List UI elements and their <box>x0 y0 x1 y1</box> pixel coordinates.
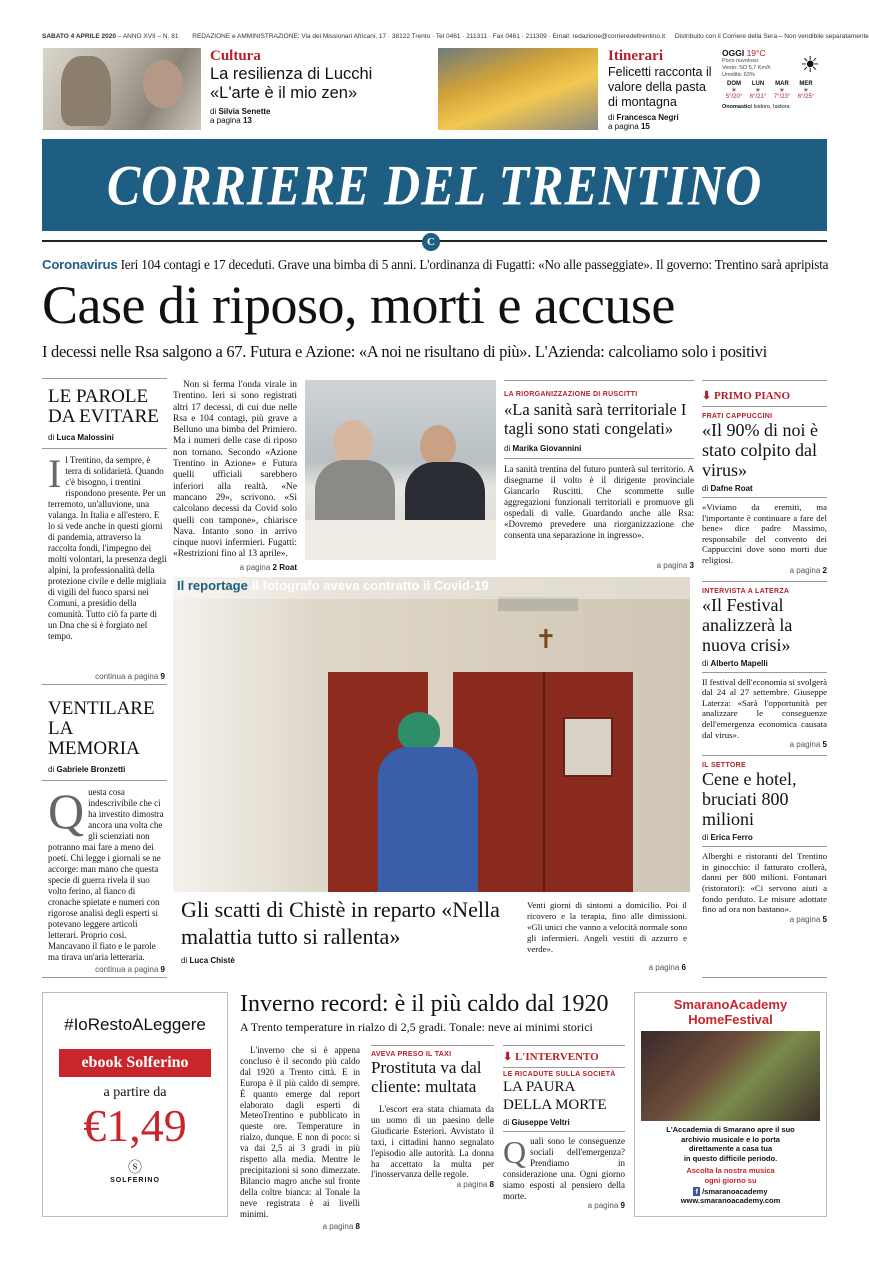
promo-title: Felicetti racconta il valore della pasta di montagna <box>608 65 712 109</box>
article-title: Prostituta va dal cliente: multata <box>371 1058 482 1096</box>
ruscitti-photo <box>305 380 496 560</box>
promo-cultura[interactable] <box>210 48 415 125</box>
reportage-banner <box>173 577 690 599</box>
column-body: Questa cosa indescrivibile che ci ha investito dimostra ancora una volta che gli scienziati non potranno mai fare a meno dei poeti. Chi legge i giornali se ne accorge: man mano che questa specie di guerra rivela il suo volto ferino, al fianco di cronache spietate e numeri con rigorose analisi degli esperti si potevano leggere articoli letterari. Proprio così. Mancavano il fiato e le parole ma tirava un'aria letteraria. <box>48 783 164 962</box>
ad-price: €1,49 <box>83 1100 187 1151</box>
ebook-ad[interactable] <box>42 992 228 1217</box>
article-title: «La sanità sarà territoriale I tagli sono stati congelati» <box>504 400 687 438</box>
weather-temp: 19°C <box>746 48 766 58</box>
promo-byline: di Francesca Negri <box>608 113 679 122</box>
sun-icon: ☀ <box>803 88 809 94</box>
reportage-caption[interactable] <box>173 892 690 978</box>
article-page: a pagina 5 <box>789 740 827 750</box>
article-page: a pagina 8 <box>456 1180 494 1190</box>
primo-article-1[interactable] <box>702 413 827 575</box>
weather-humidity: Umidità: 63% <box>722 72 755 78</box>
sun-icon: ☀ <box>800 52 820 77</box>
onomastici-label: Onomastici <box>722 104 752 110</box>
ad-label: ebook Solferino <box>59 1049 211 1077</box>
inverno-body-wrap <box>240 1045 360 1231</box>
reportage-byline: di Luca Chistè <box>181 956 235 965</box>
article-kicker: FRATI CAPPUCCINI <box>702 413 773 420</box>
article-body: L'inverno che si è appena concluso è il secondo più caldo dal 1920 a Trento città. E in Europa è il più caldo di sempre. È quanto emerge dal report elaborato dagli esperti di MeteoTrentino e pubblicato in queste ore. Temperature in rialzo, dunque. E non di poco: si va dai 2,5 ai 3 gradi in più rispetto alla media. Mentre le precipitazioni si sono dimezzate. Bilancio magro anche sul fronte della coltre bianca: al Tonale la neve registrata è ai livelli minimi. <box>240 1045 360 1219</box>
article-title: Inverno record: è il più caldo dal 1920 <box>240 991 609 1017</box>
promo-kicker: Cultura <box>210 48 261 64</box>
arrow-down-icon: ⬇ <box>503 1051 513 1063</box>
ad-subtitle: HomeFestival <box>688 1012 773 1027</box>
column-body: Il Trentino, da sempre, è terra di solidarietà. Quando c'è bisogno, i trentini rispondono presente. Per un terremoto, un'alluvione, una valanga. In Italia e all'estero. E lo si vede anche in questi giorni di pandemia, attraverso la raccolta fondi, l'impegno dei molti volontari, la presenza degli alpini, la professionalità della protezione civile e delle migliaia di vigili del fuoco sparsi nei Comuni, a presidio della comunità. Tutto ciò fa parte di un Dna che si è forgiato nel tempo. <box>48 451 167 641</box>
solferino-logo-icon: ⓢ <box>128 1161 142 1176</box>
article-body: Alberghi e ristoranti del Trentino in ginocchio: il fatturato crollerà, danni per 800 milioni. Fontanari (ristoratori): «Ci servono aiuti a fondo perduto. Le misure adottate fino ad ora non bastano». <box>702 851 827 915</box>
distribution-note: Distribuito con il Corriere della Sera – Non vendibile separatamente <box>674 33 869 40</box>
article-page: a pagina 9 <box>587 1201 625 1211</box>
promo-title: La resilienza di Lucchi «L'arte è il mio zen» <box>210 65 373 102</box>
weather-wind: Vento: SO 5,7 Km/h <box>722 65 771 71</box>
article-byline: di Giuseppe Veltri <box>503 1118 570 1127</box>
article-title: LA PAURA DELLA MORTE <box>503 1079 607 1113</box>
article-body: «Viviamo da eremiti, ma l'importante è continuare a fare del bene» dice padre Massimo, responsabile del convento dei Cappuccini dove sono morti due religiosi. <box>702 502 827 565</box>
facebook-link[interactable]: f /smaranoacademy <box>695 1187 768 1196</box>
article-body: La sanità trentina del futuro punterà sul territorio. A disegnarne il volto è il dirigente provinciale Giancarlo Ruscitti. Che scommette sulle aggregazioni funzionali territoriali e promuove gli ospedali di valle. Guardando anche alle Rsa: «Dovremo prevedere una riorganizzazione che consenta una separazione in ingresso». <box>504 464 694 540</box>
article-page: a pagina 2 <box>789 565 827 575</box>
reportage-title: Gli scatti di Chistè in reparto «Nella malattia tutto si rallenta» <box>181 897 500 949</box>
column-continue: continua a pagina 9 <box>95 965 165 974</box>
reportage-body: Venti giorni di sintomi a domicilio. Poi il ricovero e la terapia, fino alle dimissioni. «Gli unici che vanno a velocità normale sono gli infermieri. Angeli vestiti di azzurro e verde». <box>527 900 687 954</box>
weather-today: OGGI <box>722 48 745 58</box>
article-byline: di Marika Giovannini <box>504 444 582 453</box>
intervento-article[interactable] <box>503 1045 625 1210</box>
subhead-tag: Coronavirus <box>42 257 118 272</box>
article-page: a pagina 5 <box>789 914 827 924</box>
article-kicker: LA RIORGANIZZAZIONE DI RUSCITTI <box>504 391 638 398</box>
article-byline: di Alberto Mapelli <box>702 658 768 668</box>
sun-icon: ☀ <box>731 88 737 94</box>
promo-page: a pagina 13 <box>210 116 252 125</box>
subhead-text: Ieri 104 contagi e 17 deceduti. Grave una bimba di 5 anni. L'ordinanza di Fugatti: «No alle passeggiate». Il governo: Trentino sarà apripista <box>120 257 829 272</box>
column-byline: di Luca Malossini <box>48 433 114 442</box>
promo-itinerari[interactable] <box>608 48 718 131</box>
sun-icon: ☀ <box>755 88 761 94</box>
ad-collage <box>641 1031 820 1121</box>
crucifix-icon: ✝ <box>535 625 557 654</box>
promo-byline: di Silvia Senette <box>210 107 271 116</box>
article-kicker: LE RICADUTE SULLA SOCIETÀ <box>503 1067 625 1078</box>
article-byline: di Dafne Roat <box>702 484 753 493</box>
corriere-logo-icon: C <box>422 233 440 251</box>
masthead-title: CORRIERE DEL TRENTINO <box>106 152 763 218</box>
editorial-column[interactable] <box>42 378 167 685</box>
top-info-line: SABATO 4 APRILE 2020 – ANNO XVII – N. 81 REDAZIONE e AMMINISTRAZIONE: Via dei Missionari Africani, 17 · 38122 Trento · Tel 0461 · 211311 · Fax 0461 · 211309 · Email: redazione@corrieredeltrentino.it Distribuito con il Corriere della Sera – Non vendibile separatamente <box>42 33 869 40</box>
article-page: a pagina 8 <box>322 1221 360 1231</box>
column-byline: di Gabriele Bronzetti <box>48 765 126 774</box>
article-title: «Il 90% di noi è stato colpito dal virus» <box>702 420 818 480</box>
article-kicker: AVEVA PRESO IL TAXI <box>371 1051 452 1058</box>
subhead[interactable] <box>42 257 832 273</box>
lead-page: a pagina 2 Roat <box>239 562 297 572</box>
article-kicker: INTERVISTA A LATERZA <box>702 587 790 595</box>
promo-page: a pagina 15 <box>608 122 650 131</box>
editorial-column-2[interactable] <box>42 695 167 978</box>
taxi-article[interactable] <box>371 1045 494 1189</box>
weather-desc: Poco nuvoloso <box>722 58 759 64</box>
primo-article-3[interactable] <box>702 755 827 924</box>
onomastici: Isidoro, Isidora <box>753 104 790 110</box>
article-title: «Il Festival analizzerà la nuova crisi» <box>702 594 793 655</box>
promo-cultura-photo <box>43 48 201 130</box>
issue-number: ANNO XVII – N. 81 <box>122 33 179 40</box>
sun-icon: ☀ <box>779 88 785 94</box>
inverno-article[interactable] <box>240 990 625 1035</box>
column-title: LE PAROLE DA EVITARE <box>48 386 159 427</box>
arrow-down-icon: ⬇ <box>702 390 712 402</box>
article-page: a pagina 3 <box>656 561 694 570</box>
column-title: VENTILARE LA MEMORIA <box>48 698 155 759</box>
smarano-ad[interactable]: SmaranoAcademy HomeFestival L'Accademia di Smarano apre il suo archivio musicale e lo porta direttamente a casa tua in questo difficile periodo. Ascolta la nostra musica ogni giorno su f /smaranoacademy www.smaranoacademy.com <box>634 992 827 1217</box>
redazione-info: REDAZIONE e AMMINISTRAZIONE: Via dei Missionari Africani, 17 · 38122 Trento · Tel 0461 · 211311 · Fax 0461 · 211309 · Email: redazione@corrieredeltrentino.it <box>192 33 666 40</box>
article-body: Quali sono le conseguenze sociali dell'emergenza? Prendiamo in considerazione una. Ogni giorno siamo esposti al pensiero della morte. <box>503 1134 625 1201</box>
article-body: L'escort era stata chiamata da un uomo di un paesino delle Giudicarie Esteriori. Avvistato il taxi, i cittadini hanno segnalato l'episodio alle autorità. La donna ha accettato la multa per l'inosservanza delle regole. <box>371 1104 494 1180</box>
article-body: Il festival dell'economia si svolgerà dal 24 al 27 settembre. Giuseppe Laterza: «Sarà l'opportunità per analizzare le conseguenze dell'emergenza economica causata dal virus». <box>702 676 827 740</box>
ad-from: a partire da <box>103 1085 167 1100</box>
main-deck: I decessi nelle Rsa salgono a 67. Futura e Azione: «A noi ne risultano di più». L'Azienda: calcoliamo solo i positivi <box>42 342 767 361</box>
masthead[interactable] <box>42 139 827 231</box>
ad-brand: SOLFERINO <box>110 1177 160 1184</box>
issue-date: SABATO 4 APRILE 2020 <box>42 33 116 40</box>
primo-article-2[interactable] <box>702 581 827 750</box>
main-headline[interactable]: Case di riposo, morti e accuse <box>42 275 675 335</box>
lead-body: Non si ferma l'onda virale in Trentino. Ieri si sono registrati altri 17 decessi, di cui due nelle Rsa e 104 contagi, più grave a Belluno una bimba del Primiero. Ma i numeri delle case di riposo non tornano. Secondo «Azione Trentino in Azione» e Futura quelli ufficiali sarebbero inferiori alla realtà. «Ne mancano 29», scrivono. «Si calcolano decessi da Covid solo quelli con tampone», chiarisce Nava. Intanto sono in arrivo cinque nuovi infermieri. Fugatti: «Restrizioni fino al 13 aprile». <box>173 380 297 560</box>
reportage-kicker: Il fotografo aveva contratto il Covid-19 <box>251 578 489 593</box>
reportage-photo <box>173 577 690 892</box>
article-byline: di Erica Ferro <box>702 833 753 843</box>
weather-box <box>722 48 826 132</box>
ad-website[interactable]: www.smaranoacademy.com <box>680 1196 781 1205</box>
lead-article[interactable] <box>173 380 297 572</box>
intervento-label: ⬇ L'INTERVENTO <box>503 1051 599 1063</box>
promo-itinerari-photo <box>438 48 598 130</box>
article-deck: A Trento temperature in rialzo di 2,5 gradi. Tonale: neve ai minimi storici <box>240 1020 593 1034</box>
primo-piano[interactable] <box>702 380 827 978</box>
ruscitti-article[interactable] <box>504 380 694 570</box>
weather-forecast: DOM LUN MAR MER ☀ ☀ ☀ ☀ 5°/20° 6°/21° 7°/23° 6°/25° <box>722 81 818 100</box>
column-continue: continua a pagina 9 <box>95 672 165 681</box>
reportage-page: a pagina 6 <box>648 963 686 972</box>
promo-kicker: Itinerari <box>608 48 663 64</box>
primo-piano-label: ⬇ PRIMO PIANO <box>702 389 827 407</box>
ad-hashtag: #IoRestoALeggere <box>64 1015 206 1034</box>
reportage-tag: Il reportage <box>177 578 248 593</box>
facebook-icon: f <box>695 1187 698 1196</box>
article-title: Cene e hotel, bruciati 800 milioni <box>702 769 797 830</box>
article-kicker: IL SETTORE <box>702 762 746 770</box>
ad-title: SmaranoAcademy <box>673 997 788 1012</box>
